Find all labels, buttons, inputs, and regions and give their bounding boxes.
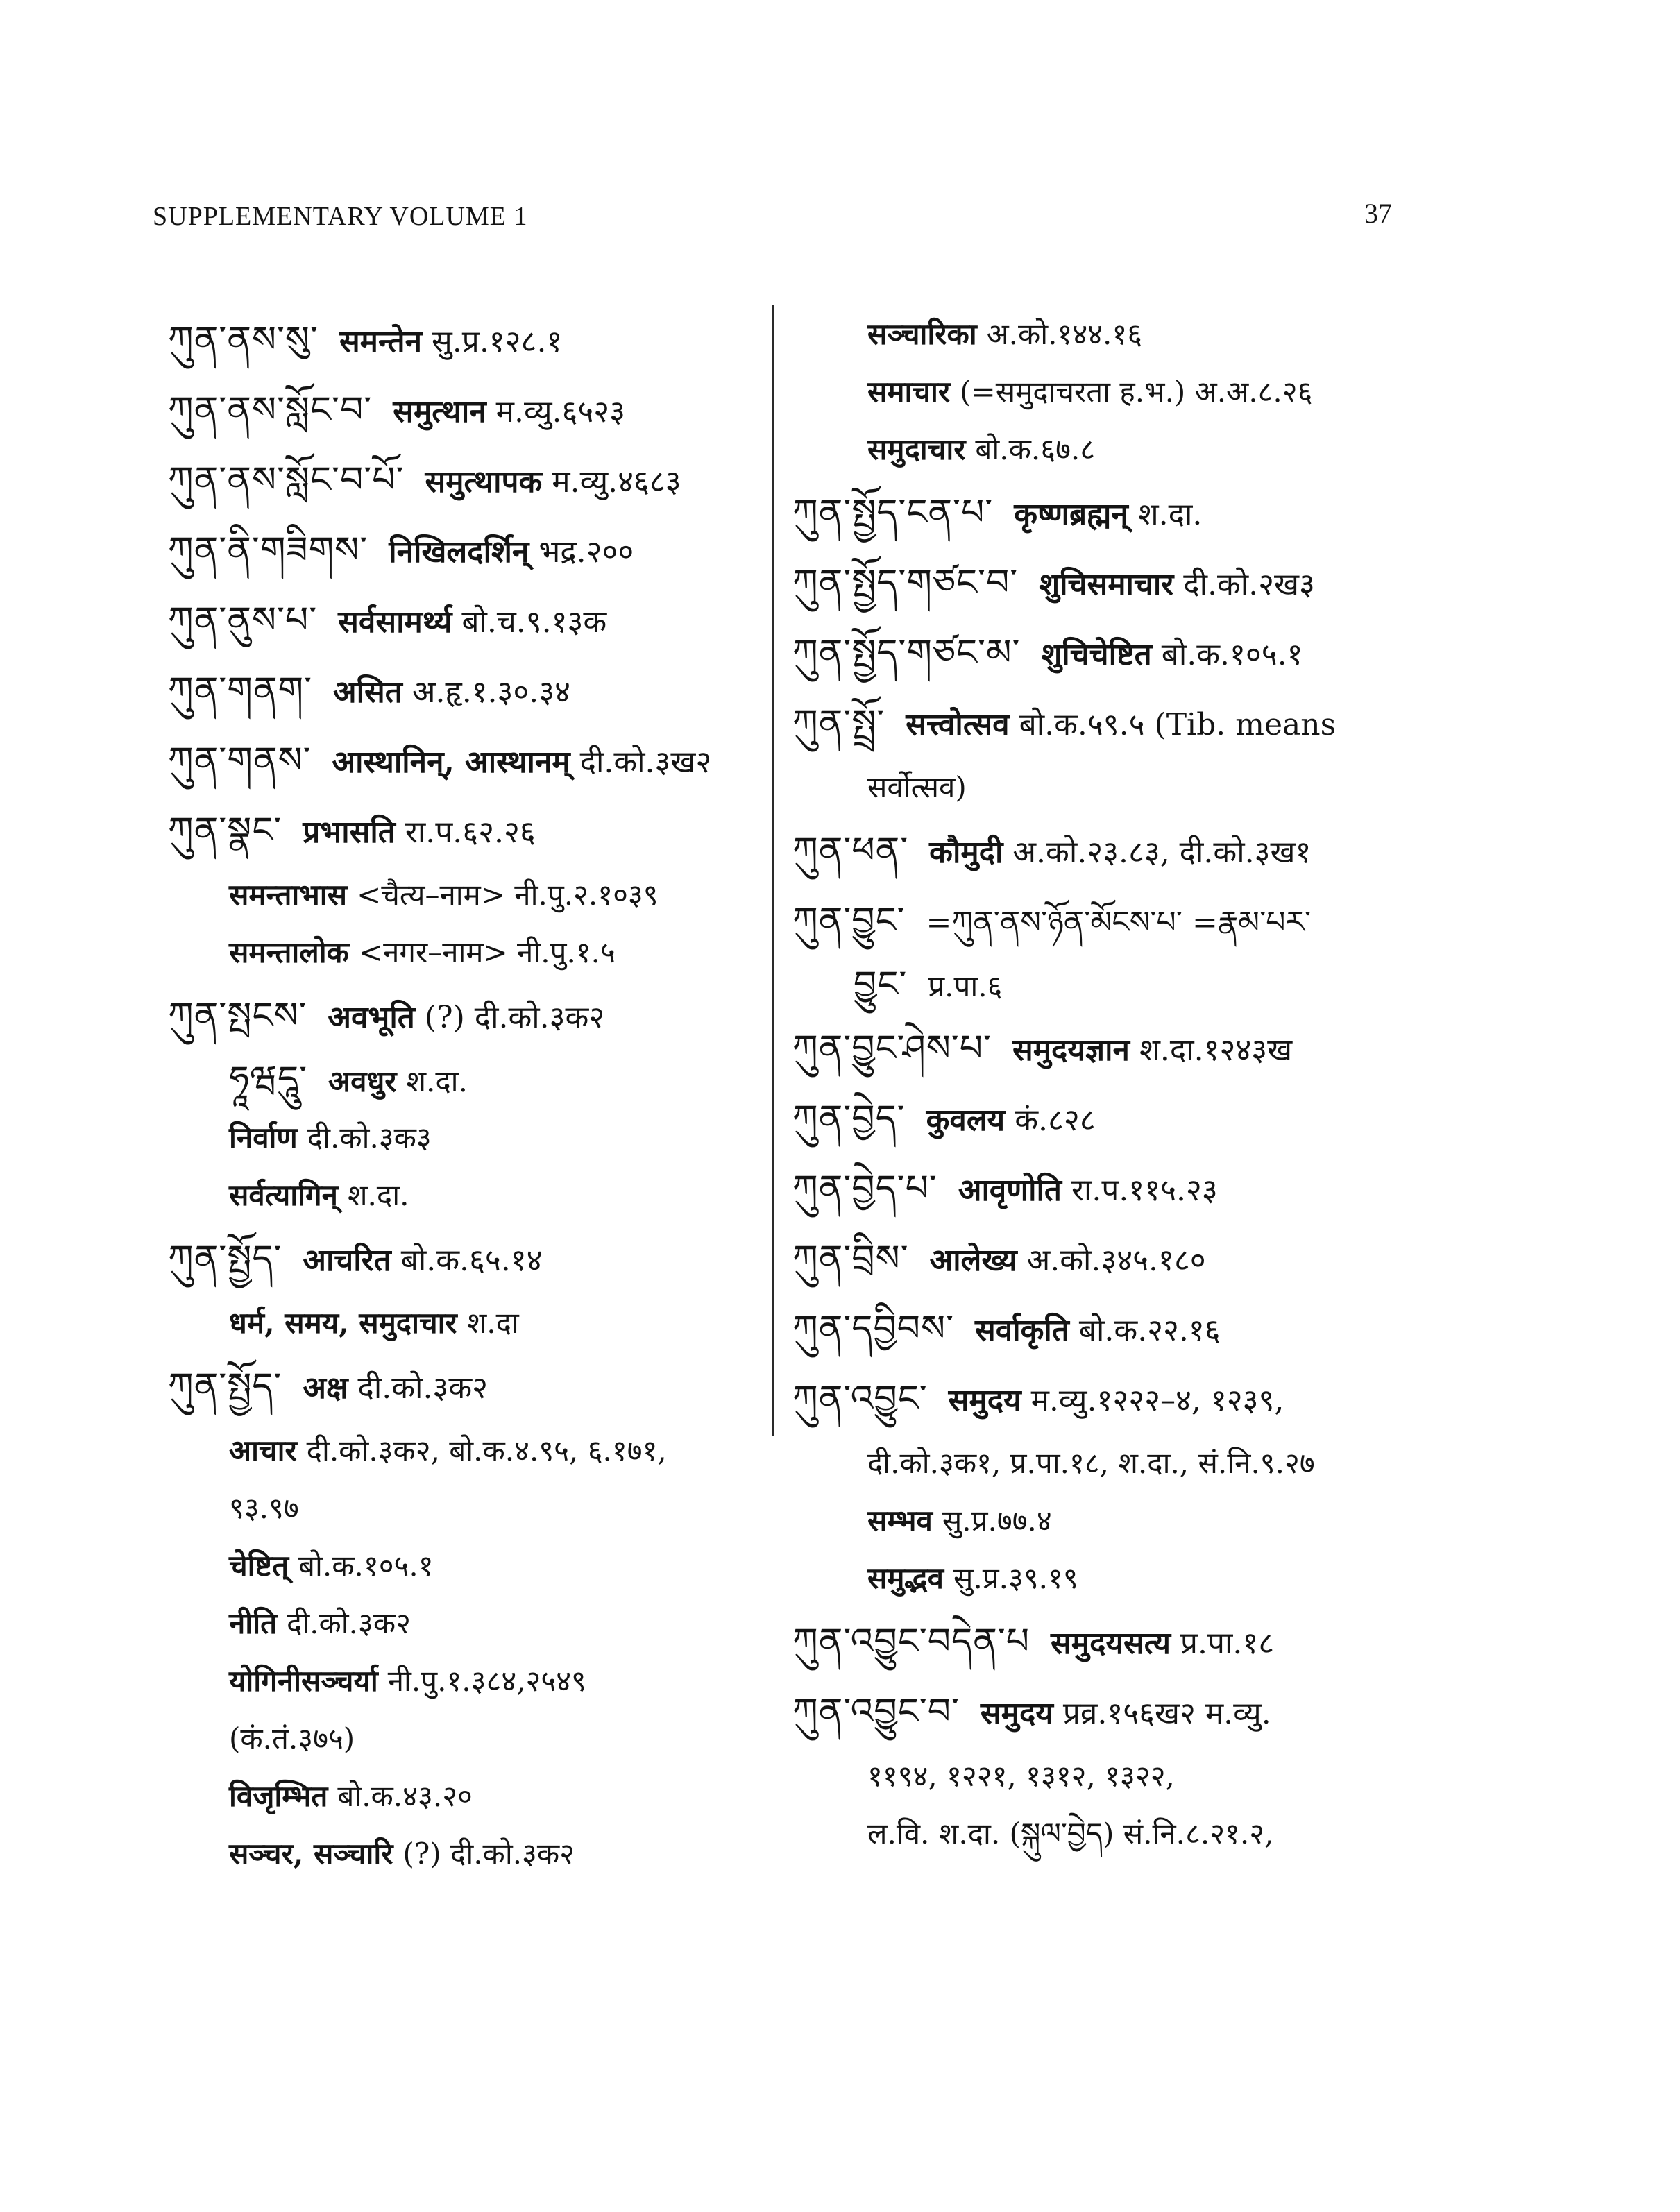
sanskrit-term: शुचिसमाचार: [1039, 567, 1174, 602]
sanskrit-term: कुवलय: [926, 1103, 1006, 1138]
source-reference: अ.हृ.१.३०.३४: [411, 674, 571, 710]
source-reference: बो.च.९.१३क: [461, 604, 607, 640]
source-reference: बो.क.६५.१४: [400, 1243, 543, 1278]
entry-continuation: [168, 1294, 765, 1352]
sanskrit-term: प्रभासति: [303, 815, 396, 850]
dictionary-entry: [168, 586, 765, 656]
source-reference: <चैत्य–नाम> नी.पु.२.१०३९: [357, 878, 659, 912]
sanskrit-term: समुदय: [948, 1383, 1021, 1418]
page-number: 37: [1364, 198, 1392, 229]
dictionary-entry: [792, 1294, 1396, 1364]
dictionary-entry: [168, 1352, 765, 1422]
dictionary-entry: [792, 1677, 1396, 1747]
source-reference: श.दा.: [348, 1178, 409, 1212]
tibetan-headword: ཀུན་ཕན་: [792, 830, 909, 871]
entry-continuation: [168, 1652, 765, 1710]
dictionary-entry: [792, 548, 1396, 618]
entry-continuation: [168, 1422, 765, 1479]
entry-continuation: [792, 1434, 1396, 1492]
sanskrit-term: विजृम्भित: [229, 1779, 328, 1813]
source-reference: सर्वोत्सव): [867, 770, 967, 804]
source-reference: सु.प्र.३९.१९: [953, 1561, 1078, 1595]
sanskrit-term: सर्वाकृति: [975, 1313, 1069, 1348]
dictionary-entry: [168, 305, 765, 375]
source-reference: बो.क.१०५.१: [298, 1549, 434, 1583]
source-reference: भद्र.२००: [538, 534, 634, 570]
dictionary-entry: [792, 816, 1396, 886]
source-reference: बो.क.१०५.१: [1161, 637, 1303, 672]
entry-continuation: [168, 1710, 765, 1767]
source-reference: कं.८२८: [1015, 1103, 1096, 1138]
source-reference: अ.को.३४५.१८०: [1026, 1243, 1206, 1278]
entry-continuation: [792, 758, 1396, 816]
tibetan-term: བྱུང་: [854, 964, 908, 1005]
tibetan-headword: ཀུན་གནས་: [168, 740, 312, 781]
sanskrit-term: सर्वत्यागिन्: [229, 1178, 338, 1212]
tibetan-headword: ཀུན་སྤྱོད་: [168, 1238, 282, 1279]
sanskrit-term: धर्म, समय, समुदाचार: [229, 1306, 457, 1340]
source-reference: बो.क.६७.८: [975, 432, 1096, 466]
sanskrit-term: समुदाचार: [867, 432, 966, 466]
sanskrit-term: समाचार: [867, 375, 951, 409]
sanskrit-term: कौमुदी: [929, 835, 1003, 870]
source-reference: ११९४, १२२१, १३१२, १३२२,: [867, 1759, 1175, 1793]
page-header: [0, 0, 1680, 278]
tibetan-headword: ཀུན་ནས་སུ་: [168, 319, 319, 361]
source-reference: सु.प्र.७७.४: [942, 1504, 1052, 1538]
sanskrit-term: निखिलदर्शिन्: [389, 534, 529, 570]
source-reference: बो.क.२२.१६: [1078, 1313, 1221, 1348]
sanskrit-term: आचार: [229, 1433, 297, 1467]
entry-continuation: [792, 1747, 1396, 1805]
dictionary-entry: [792, 1014, 1396, 1084]
sanskrit-term: अवभूति: [328, 1000, 415, 1035]
source-reference: (कं.तं.३७५): [229, 1721, 355, 1755]
entry-continuation: [168, 1767, 765, 1825]
entry-continuation: [168, 1166, 765, 1224]
tibetan-headword: ཀུན་སྤྱོད་: [168, 1366, 282, 1407]
source-reference: म.व्यु.६५२३: [495, 394, 626, 429]
source-reference: श.दा.: [1137, 497, 1203, 532]
source-reference: दी.को.२ख३: [1183, 567, 1315, 602]
column-divider: [772, 305, 774, 1436]
right-column: [792, 305, 1396, 1862]
source-reference: (?) दी.को.३क२: [402, 1837, 575, 1871]
sanskrit-term: अवधुर: [328, 1064, 397, 1098]
sanskrit-term: समन्तेन: [339, 324, 423, 359]
tibetan-headword: ཀུན་སྤྱོད་གཙང་མ་: [792, 632, 1021, 674]
dictionary-entry: [168, 445, 765, 516]
tibetan-headword: ཀུན་བྱེད་པ་: [792, 1168, 937, 1209]
entry-continuation: [168, 1594, 765, 1652]
source-reference: प्र.पा.१८: [1180, 1626, 1275, 1661]
tibetan-headword: ཀུན་ནས་སློང་བ་པོ་: [168, 459, 405, 501]
dictionary-entry: [792, 1084, 1396, 1154]
dictionary-entry: [792, 1224, 1396, 1294]
dictionary-entry: [792, 618, 1396, 688]
source-reference: =ཀུན་ནས་ཉོན་མོངས་པ་ =རྣམ་པར་: [926, 905, 1312, 940]
dictionary-entry: [168, 656, 765, 726]
tibetan-headword: ཀུན་སྤྱོད་གཙང་བ་: [792, 562, 1019, 604]
entry-continuation: [168, 1825, 765, 1882]
entry-continuation: [168, 1537, 765, 1594]
entry-continuation: [792, 956, 1396, 1014]
sanskrit-term: कृष्णब्रह्मन्: [1014, 497, 1128, 532]
tibetan-headword: ཀུན་སྤྲོ་: [792, 702, 885, 744]
tibetan-headword: ཀུན་དབྱིབས་: [792, 1308, 955, 1350]
sanskrit-term: समुदयसत्य: [1051, 1626, 1171, 1661]
source-reference: दी.को.३क२: [287, 1606, 411, 1640]
source-reference: श.दा.: [406, 1064, 468, 1098]
source-reference: प्रव्र.१५६ख२ म.व्यु.: [1062, 1696, 1271, 1731]
dictionary-entry: [168, 375, 765, 445]
sanskrit-term: समन्तालोक: [229, 935, 349, 969]
source-reference: दी.को.३क३: [307, 1121, 432, 1155]
tibetan-headword: ཀུན་འབྱུང་: [792, 1378, 928, 1420]
source-reference: दी.को.३क२: [357, 1370, 488, 1406]
sanskrit-term: सञ्चारिका: [867, 317, 977, 351]
dictionary-entry: [168, 796, 765, 866]
tibetan-headword: ཀུན་ནུས་པ་: [168, 599, 318, 641]
sanskrit-term: अक्ष: [303, 1370, 348, 1406]
dictionary-entry: [168, 516, 765, 586]
source-reference: नी.पु.१.३८४,२५४९: [387, 1664, 586, 1698]
tibetan-headword: ཀུན་འབྱུང་བདེན་པ: [792, 1621, 1030, 1662]
sanskrit-term: समुत्थापक: [425, 464, 543, 500]
source-reference: श.दा.१२४३ख: [1139, 1032, 1293, 1068]
source-reference: ९३.९७: [229, 1491, 299, 1525]
dictionary-entry: [792, 1364, 1396, 1434]
tibetan-headword: ཀུན་སྣང་: [168, 810, 282, 851]
tibetan-headword: ཀུན་གནག་: [168, 670, 313, 711]
source-reference: बो.क.४३.२०: [337, 1779, 473, 1813]
sanskrit-term: सम्भव: [867, 1504, 933, 1538]
dictionary-entry: [792, 1154, 1396, 1224]
sanskrit-term: सत्त्वोत्सव: [906, 707, 1010, 742]
sanskrit-term: चेष्टित्: [229, 1549, 289, 1583]
source-reference: अ.को.२३.८३, दी.को.३ख१: [1012, 835, 1312, 870]
tibetan-headword: ཀུན་ནི་གཟིགས་: [168, 529, 368, 571]
entry-continuation: [168, 1051, 765, 1109]
source-reference: बो.क.५९.५ (Tib. means: [1019, 707, 1337, 742]
sanskrit-term: योगिनीसञ्चर्या: [229, 1664, 378, 1698]
tibetan-headword: ཀུན་ནས་སློང་བ་: [168, 389, 373, 431]
entry-continuation: [792, 363, 1396, 420]
entry-continuation: [168, 1479, 765, 1537]
entry-continuation: [168, 924, 765, 981]
dictionary-entry: [168, 726, 765, 796]
entry-continuation: [792, 305, 1396, 363]
source-reference: दी.को.३ख२: [579, 745, 712, 780]
entry-continuation: [792, 1549, 1396, 1607]
source-reference: दी.को.३क२, बो.क.४.९५, ६.१७१,: [306, 1433, 667, 1467]
sanskrit-term: समुदय: [980, 1696, 1053, 1731]
sanskrit-term: समन्ताभास: [229, 878, 348, 912]
source-reference: रा.प.११५.२३: [1071, 1173, 1218, 1208]
source-reference: दी.को.३क१, प्र.पा.१८, श.दा., सं.नि.९.२७: [867, 1446, 1315, 1480]
entry-continuation: [792, 1805, 1396, 1862]
sanskrit-term: समुद्भव: [867, 1561, 944, 1595]
source-reference: प्र.पा.६: [928, 969, 1003, 1003]
source-reference: (?) दी.को.३क२: [424, 1000, 605, 1035]
sanskrit-term: समुदयज्ञान: [1012, 1032, 1130, 1068]
source-reference: सु.प्र.१२८.१: [432, 324, 563, 359]
entry-continuation: [792, 1492, 1396, 1549]
running-head: SUPPLEMENTARY VOLUME 1: [153, 202, 528, 231]
sanskrit-term: आवृणोति: [958, 1173, 1062, 1208]
tibetan-headword: ཀུན་བྲིས་: [792, 1238, 909, 1279]
source-reference: म.व्यु.१२२२–४, १२३९,: [1030, 1383, 1284, 1418]
dictionary-entry: [168, 1224, 765, 1294]
tibetan-term: ཧཱཝདཱུ་: [229, 1059, 307, 1100]
source-reference: <नगर–नाम> नी.पु.१.५: [358, 935, 616, 969]
sanskrit-term: सञ्चर, सञ्चारि: [229, 1837, 393, 1871]
entry-continuation: [792, 420, 1396, 478]
source-reference: श.दा: [466, 1306, 519, 1340]
entry-continuation: [168, 866, 765, 924]
dictionary-entry: [792, 478, 1396, 548]
sanskrit-term: समुत्थान: [393, 394, 486, 429]
sanskrit-term: असित: [333, 674, 402, 710]
tibetan-headword: ཀུན་སྤངས་: [168, 995, 307, 1037]
source-reference: म.व्यु.४६८३: [552, 464, 681, 500]
dictionary-entry: [792, 886, 1396, 956]
tibetan-headword: ཀུན་བྱུང་: [792, 900, 906, 942]
tibetan-headword: ཀུན་སྤྱོད་ངན་པ་: [792, 492, 994, 534]
source-reference: अ.को.१४४.१६: [986, 317, 1143, 351]
sanskrit-term: निर्वाण: [229, 1121, 298, 1155]
sanskrit-term: सर्वसामर्थ्य: [338, 604, 452, 640]
sanskrit-term: आस्थानिन्, आस्थानम्: [332, 745, 570, 780]
tibetan-headword: ཀུན་བྱེད་: [792, 1098, 906, 1139]
dictionary-entry: [792, 688, 1396, 758]
tibetan-headword: ཀུན་འབྱུང་བ་: [792, 1691, 960, 1733]
sanskrit-term: शुचिचेष्टित: [1041, 637, 1152, 672]
left-column: [168, 305, 765, 1882]
sanskrit-term: आचरित: [303, 1243, 391, 1278]
dictionary-entry: [792, 1607, 1396, 1677]
dictionary-entry: [168, 981, 765, 1051]
source-reference: रा.प.६२.२६: [405, 815, 536, 850]
entry-continuation: [168, 1109, 765, 1166]
source-reference: ल.वि. श.दा. (སྐུལ་བྱེད) सं.नि.८.२१.२,: [867, 1817, 1274, 1851]
sanskrit-term: नीति: [229, 1606, 278, 1640]
source-reference: (=समुदाचरता ह.भ.) अ.अ.८.२६: [960, 375, 1313, 409]
sanskrit-term: आलेख्य: [929, 1243, 1017, 1278]
tibetan-headword: ཀུན་བྱུང་ཤེས་པ་: [792, 1028, 992, 1069]
